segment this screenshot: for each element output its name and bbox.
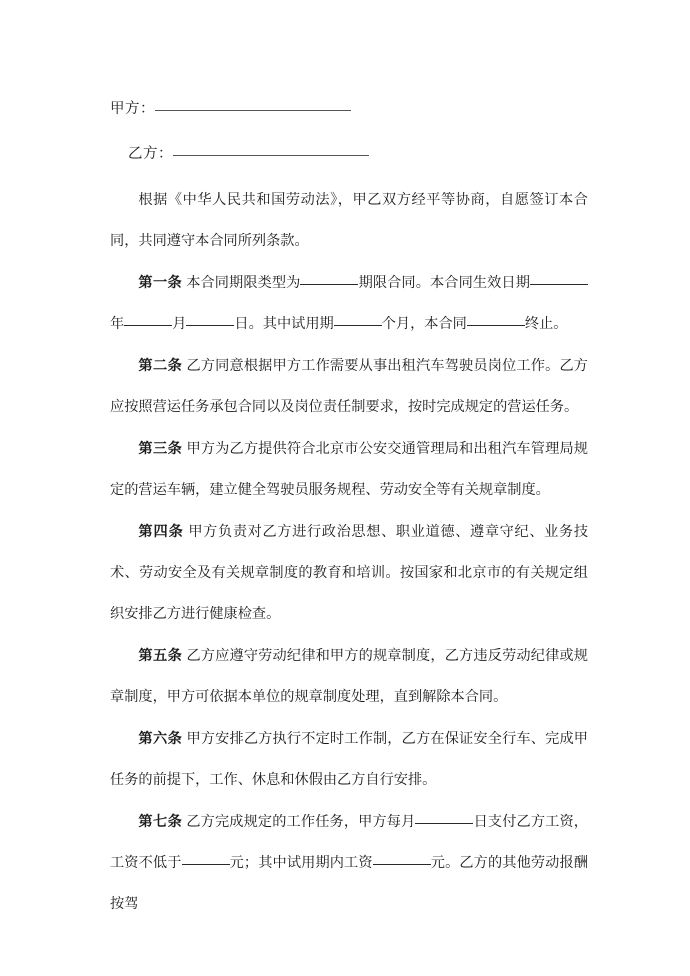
article-5-label: 第五条 bbox=[138, 648, 183, 664]
article-7-seg-1: 日支付乙方工资，工资不低于 bbox=[110, 814, 588, 871]
article-1-seg-6: 终止。 bbox=[524, 316, 568, 332]
document-body bbox=[110, 95, 588, 925]
article-1-seg-5: 个月，本合同 bbox=[381, 316, 467, 332]
article-7-paragraph bbox=[110, 802, 588, 925]
article-4-text: 甲方负责对乙方进行政治思想、职业道德、遵章守纪、业务技术、劳动安全及有关规章制度的教育和培训。按国家和北京市的有关规定组织安排乙方进行健康检查。 bbox=[110, 524, 589, 622]
party-a-label: 甲方： bbox=[110, 101, 155, 117]
article-7-blank-probation-wage[interactable] bbox=[373, 864, 431, 865]
party-b-line bbox=[128, 140, 588, 168]
article-1-seg-0: 本合同期限类型为 bbox=[182, 275, 301, 291]
article-7-seg-0: 乙方完成规定的工作任务，甲方每月 bbox=[182, 814, 416, 830]
article-1-seg-4: 日。其中试用期 bbox=[234, 316, 334, 332]
article-2-text: 乙方同意根据甲方工作需要从事出租汽车驾驶员岗位工作。乙方应按照营运任务承包合同以及岗位责任制要求，按时完成规定的营运任务。 bbox=[110, 358, 588, 415]
article-2-label: 第二条 bbox=[138, 358, 183, 374]
party-a-line bbox=[110, 95, 588, 123]
article-7-seg-2: 元；其中试用期内工资 bbox=[229, 855, 373, 871]
article-1-label: 第一条 bbox=[138, 275, 183, 291]
party-a-blank[interactable] bbox=[155, 110, 351, 111]
article-7-label: 第七条 bbox=[138, 814, 183, 830]
article-1-blank-probation[interactable] bbox=[334, 325, 382, 326]
article-2-paragraph bbox=[110, 346, 588, 428]
article-1-blank-term-type[interactable] bbox=[300, 284, 358, 285]
article-1-seg-2: 年 bbox=[110, 316, 125, 332]
party-b-label: 乙方： bbox=[128, 146, 173, 162]
article-3-text: 甲方为乙方提供符合北京市公安交通管理局和出租汽车管理局规定的营运车辆，建立健全驾驶员服务规程、劳动安全等有关规章制度。 bbox=[110, 441, 588, 498]
article-5-text: 乙方应遵守劳动纪律和甲方的规章制度，乙方违反劳动纪律或规章制度，甲方可依据本单位的规章制度处理，直到解除本合同。 bbox=[110, 648, 588, 705]
article-3-paragraph bbox=[110, 429, 588, 511]
article-1-blank-end[interactable] bbox=[467, 325, 525, 326]
party-b-blank[interactable] bbox=[173, 155, 369, 156]
article-5-paragraph bbox=[110, 636, 588, 718]
article-6-paragraph bbox=[110, 719, 588, 801]
preamble-paragraph bbox=[110, 180, 588, 262]
article-7-blank-payday[interactable] bbox=[415, 823, 473, 824]
article-6-text: 甲方安排乙方执行不定时工作制，乙方在保证安全行车、完成甲任务的前提下，工作、休息和休假由乙方自行安排。 bbox=[110, 731, 588, 788]
preamble-text: 根据《中华人民共和国劳动法》，甲乙双方经平等协商，自愿签订本合同，共同遵守本合同所列条款。 bbox=[110, 192, 588, 249]
article-1-blank-year[interactable] bbox=[530, 284, 588, 285]
article-1-seg-3: 月 bbox=[172, 316, 187, 332]
article-1-paragraph bbox=[110, 263, 588, 345]
article-1-blank-month[interactable] bbox=[124, 325, 172, 326]
article-7-blank-min-wage[interactable] bbox=[182, 864, 230, 865]
article-4-paragraph bbox=[110, 512, 588, 635]
article-6-label: 第六条 bbox=[138, 731, 183, 747]
article-3-label: 第三条 bbox=[138, 441, 183, 457]
article-1-seg-1: 期限合同。本合同生效日期 bbox=[358, 275, 530, 291]
article-1-blank-day[interactable] bbox=[186, 325, 234, 326]
article-4-label: 第四条 bbox=[138, 524, 184, 540]
article-7-seg-3: 元。乙方的其他劳动报酬按驾 bbox=[110, 855, 588, 912]
